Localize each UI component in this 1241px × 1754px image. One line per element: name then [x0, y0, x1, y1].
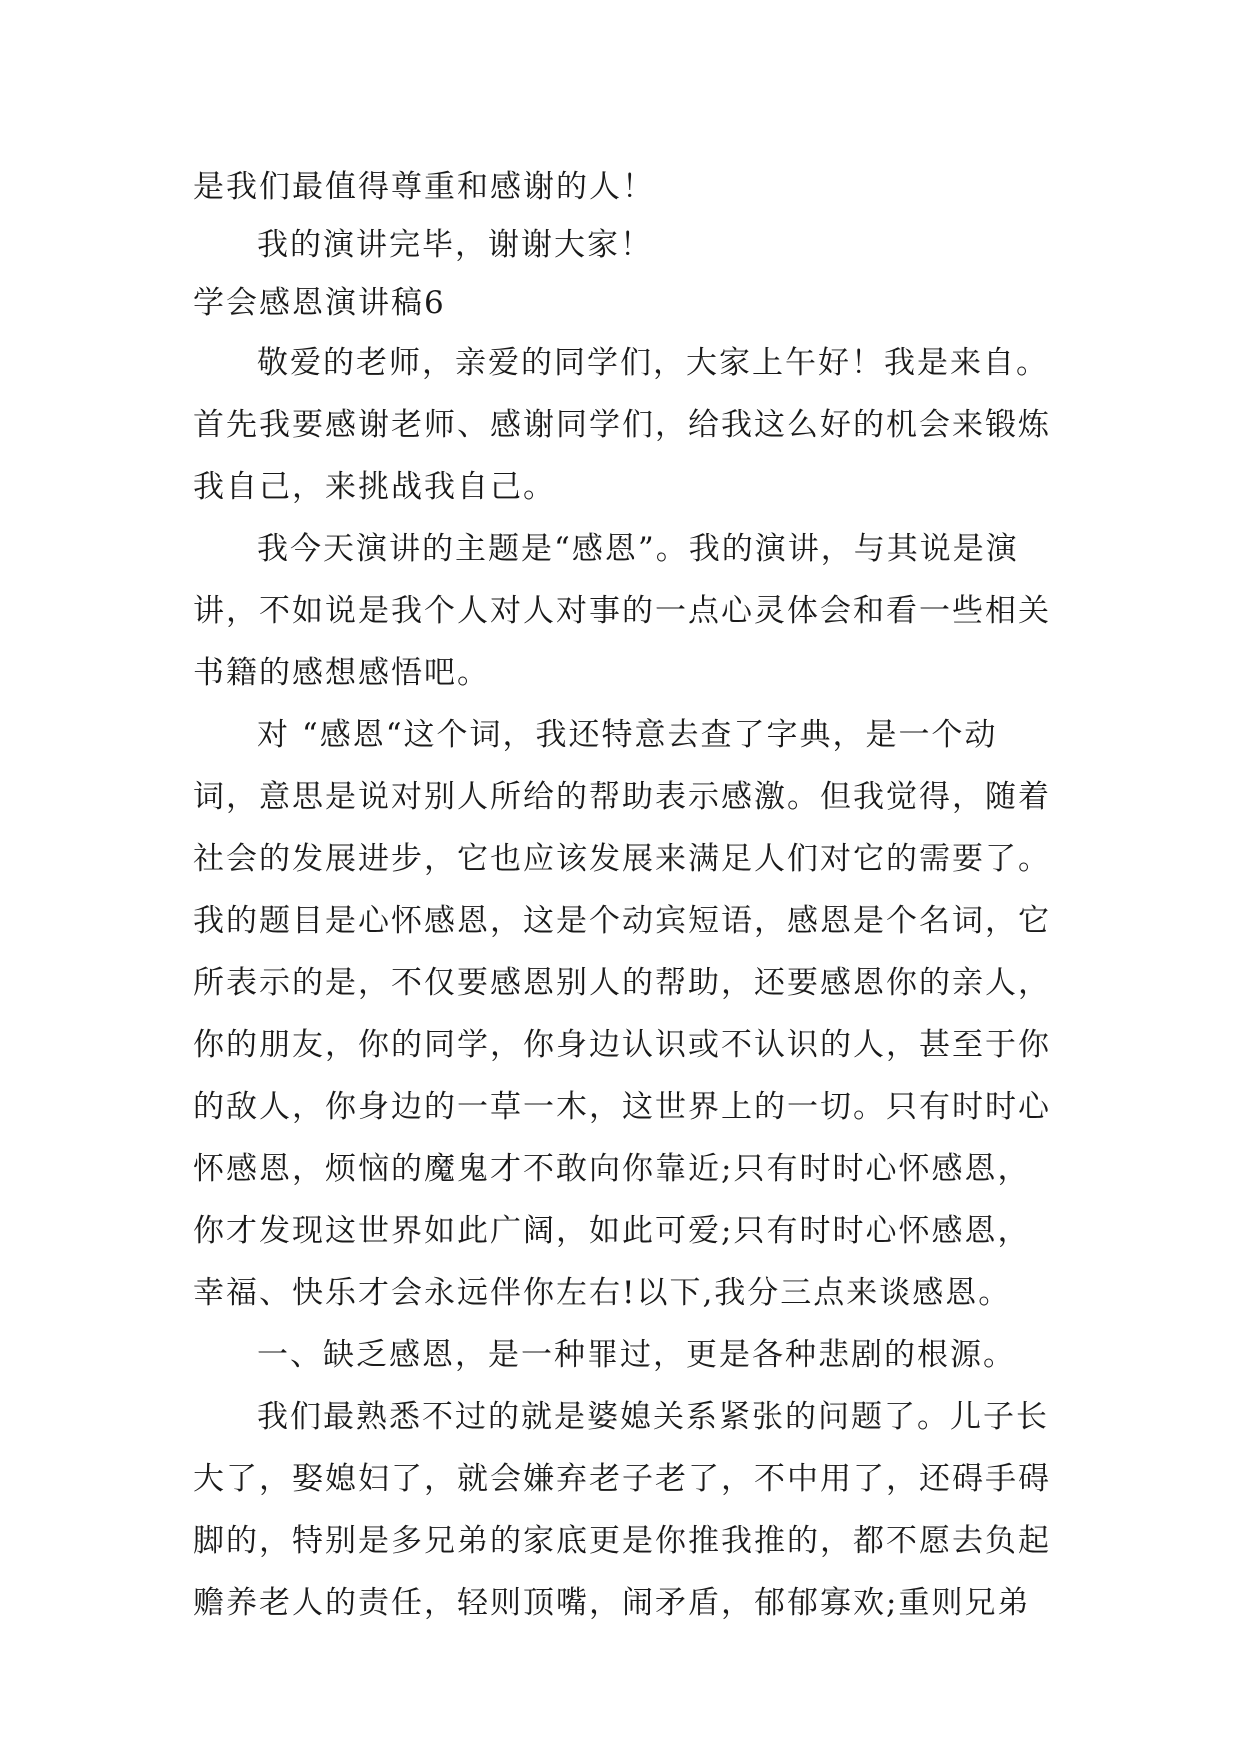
paragraph-line: 我们最熟悉不过的就是婆媳关系紧张的问题了。儿子长 [257, 1399, 1049, 1435]
paragraph-line: 讲，不如说是我个人对人对事的一点心灵体会和看一些相关 [193, 593, 1051, 629]
paragraph-line: 幸福、快乐才会永远伴你左右!以下,我分三点来谈感恩。 [193, 1275, 1012, 1311]
closing-line: 我的演讲完毕，谢谢大家！ [257, 227, 653, 263]
paragraph-line: 是我们最值得尊重和感谢的人！ [193, 169, 655, 205]
paragraph-line: 敬爱的老师，亲爱的同学们，大家上午好！我是来自。 [257, 345, 1049, 381]
paragraph-line: 怀感恩，烦恼的魔鬼才不敢向你靠近;只有时时心怀感恩， [193, 1151, 1031, 1187]
section-heading: 学会感恩演讲稿6 [193, 285, 446, 321]
paragraph-line: 首先我要感谢老师、感谢同学们，给我这么好的机会来锻炼 [193, 407, 1051, 443]
paragraph-line: 我的题目是心怀感恩，这是个动宾短语，感恩是个名词，它 [193, 903, 1051, 939]
paragraph-line: 词，意思是说对别人所给的帮助表示感激。但我觉得，随着 [193, 779, 1051, 815]
subheading-line: 一、缺乏感恩，是一种罪过，更是各种悲剧的根源。 [257, 1337, 1016, 1373]
paragraph-line: 你才发现这世界如此广阔，如此可爱;只有时时心怀感恩， [193, 1213, 1031, 1249]
document-body [193, 158, 1063, 1634]
paragraph-line: 书籍的感想感悟吧。 [193, 655, 490, 691]
paragraph-line: 社会的发展进步，它也应该发展来满足人们对它的需要了。 [193, 841, 1051, 877]
paragraph-line: 对 “感恩“这个词，我还特意去查了字典，是一个动 [257, 717, 998, 753]
paragraph-line: 大了，娶媳妇了，就会嫌弃老子老了，不中用了，还碍手碍 [193, 1461, 1051, 1497]
paragraph-line: 我自己，来挑战我自己。 [193, 469, 556, 505]
paragraph-line: 所表示的是，不仅要感恩别人的帮助，还要感恩你的亲人， [193, 965, 1051, 1001]
paragraph-line: 你的朋友，你的同学，你身边认识或不认识的人，甚至于你 [193, 1027, 1051, 1063]
paragraph-line: 的敌人，你身边的一草一木，这世界上的一切。只有时时心 [193, 1089, 1051, 1125]
paragraph-line: 赡养老人的责任，轻则顶嘴，闹矛盾，郁郁寡欢;重则兄弟 [193, 1585, 1031, 1621]
paragraph-line: 我今天演讲的主题是“感恩”。我的演讲，与其说是演 [257, 531, 1019, 567]
paragraph-line: 脚的，特别是多兄弟的家底更是你推我推的，都不愿去负起 [193, 1523, 1051, 1559]
